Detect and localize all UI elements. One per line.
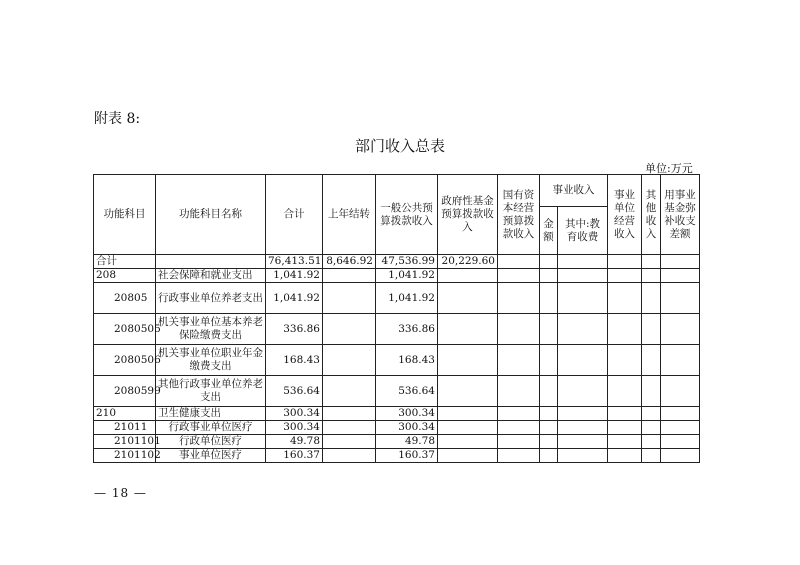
row-name: 行政单位医疗	[156, 435, 266, 449]
table-row	[94, 407, 700, 421]
header-undertaking-edu: 其中:教育收费	[558, 207, 608, 255]
row-gov-fund	[438, 407, 498, 421]
row-total: 1,041.92	[266, 283, 323, 314]
row-code: 2080506	[94, 345, 156, 376]
row-code: 2101102	[94, 449, 156, 463]
row-total: 76,413.51	[266, 255, 323, 269]
row-general-budget: 49.78	[376, 435, 438, 449]
row-total: 160.37	[266, 449, 323, 463]
table-row	[94, 345, 700, 376]
row-gov-fund	[438, 449, 498, 463]
row-name: 行政事业单位养老支出	[156, 283, 266, 314]
row-code: 2080599	[94, 376, 156, 407]
header-general-budget: 一般公共预算拨款收入	[376, 175, 438, 255]
row-general-budget: 168.43	[376, 345, 438, 376]
row-name: 机关事业单位职业年金缴费支出	[156, 345, 266, 376]
row-carryover	[323, 269, 376, 283]
table-row	[94, 283, 700, 314]
header-code: 功能科目	[94, 175, 156, 255]
header-name: 功能科目名称	[156, 175, 266, 255]
row-gov-fund	[438, 283, 498, 314]
table-row	[94, 269, 700, 283]
row-total: 300.34	[266, 421, 323, 435]
header-other-income: 其他收入	[642, 175, 661, 255]
row-general-budget: 160.37	[376, 449, 438, 463]
table-row	[94, 255, 700, 269]
row-general-budget: 336.86	[376, 314, 438, 345]
row-gov-fund	[438, 421, 498, 435]
row-code: 2080505	[94, 314, 156, 345]
row-total: 536.64	[266, 376, 323, 407]
table-row	[94, 449, 700, 463]
table-row	[94, 421, 700, 435]
header-gov-fund: 政府性基金预算拨款收入	[438, 175, 498, 255]
row-carryover	[323, 407, 376, 421]
row-total: 1,041.92	[266, 269, 323, 283]
appendix-label: 附表 8:	[94, 111, 141, 127]
row-carryover	[323, 435, 376, 449]
header-total: 合计	[266, 175, 323, 255]
row-code: 合计	[94, 255, 156, 269]
header-carryover: 上年结转	[323, 175, 376, 255]
row-total: 168.43	[266, 345, 323, 376]
row-general-budget: 300.34	[376, 407, 438, 421]
row-carryover	[323, 376, 376, 407]
page-title: 部门收入总表	[354, 137, 445, 155]
header-fund-balance: 用事业基金弥补收支差额	[661, 175, 700, 255]
row-code: 2101101	[94, 435, 156, 449]
row-code: 208	[94, 269, 156, 283]
row-code: 21011	[94, 421, 156, 435]
header-undertaking-income: 事业收入	[540, 175, 608, 207]
table-row	[94, 435, 700, 449]
row-total: 336.86	[266, 314, 323, 345]
row-name: 行政事业单位医疗	[156, 421, 266, 435]
header-undertaking-amount: 金额	[540, 207, 558, 255]
row-gov-fund	[438, 269, 498, 283]
row-gov-fund: 20,229.60	[438, 255, 498, 269]
unit-label: 单位:万元	[645, 162, 693, 175]
row-gov-fund	[438, 435, 498, 449]
table-row	[94, 376, 700, 407]
row-name: 社会保障和就业支出	[156, 269, 266, 283]
row-carryover	[323, 421, 376, 435]
row-name: 卫生健康支出	[156, 407, 266, 421]
income-summary-table	[93, 174, 700, 463]
row-gov-fund	[438, 345, 498, 376]
table-header-row	[94, 175, 700, 207]
row-general-budget: 300.34	[376, 421, 438, 435]
row-code: 210	[94, 407, 156, 421]
row-general-budget: 1,041.92	[376, 283, 438, 314]
table-row	[94, 314, 700, 345]
row-total: 49.78	[266, 435, 323, 449]
row-general-budget: 536.64	[376, 376, 438, 407]
row-carryover	[323, 345, 376, 376]
row-total: 300.34	[266, 407, 323, 421]
row-gov-fund	[438, 314, 498, 345]
row-gov-fund	[438, 376, 498, 407]
row-name: 事业单位医疗	[156, 449, 266, 463]
row-general-budget: 1,041.92	[376, 269, 438, 283]
row-name: 机关事业单位基本养老保险缴费支出	[156, 314, 266, 345]
header-operating-income: 事业单位经营收入	[608, 175, 642, 255]
row-name	[156, 255, 266, 269]
row-carryover: 8,646.92	[323, 255, 376, 269]
row-carryover	[323, 314, 376, 345]
header-state-capital: 国有资本经营预算拨款收入	[498, 175, 540, 255]
page-number: — 18 —	[94, 486, 147, 500]
row-general-budget: 47,536.99	[376, 255, 438, 269]
row-carryover	[323, 449, 376, 463]
row-name: 其他行政事业单位养老支出	[156, 376, 266, 407]
row-code: 20805	[94, 283, 156, 314]
row-carryover	[323, 283, 376, 314]
